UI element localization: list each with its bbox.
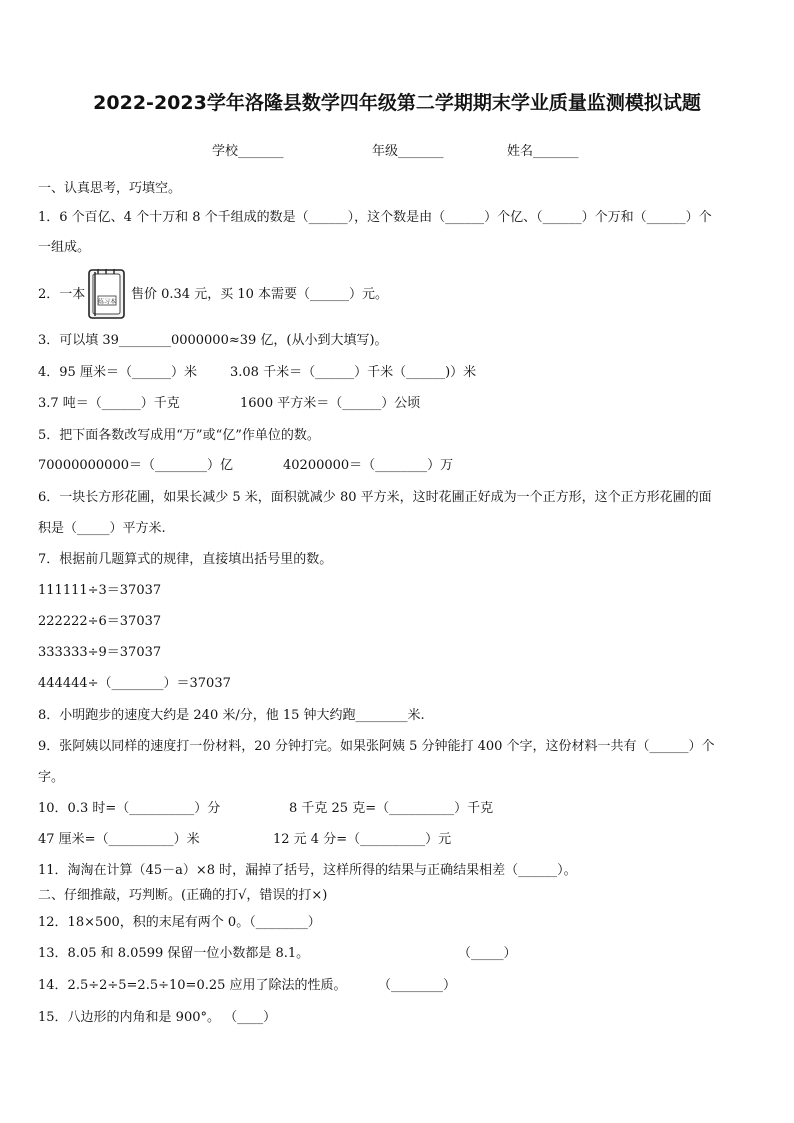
question-7-equation-4: 444444÷（________）＝37037 <box>38 676 231 691</box>
question-13-text: 13．8.05 和 8.0599 保留一位小数都是 8.1。 <box>38 946 310 961</box>
question-3: 3．可以填 39________0000000≈39 亿，(从小到大填写)。 <box>38 333 388 348</box>
notebook-icon <box>86 266 128 322</box>
question-10-part-1: 10．0.3 时=（__________）分 <box>38 801 221 816</box>
question-2-start: 2．一本 <box>38 287 86 302</box>
school-field: 学校_______ <box>212 144 284 159</box>
question-4-part-1: 4．95 厘米＝（______）米 <box>38 365 197 380</box>
question-5-part-2: 40200000＝（________）万 <box>283 458 454 473</box>
question-6-line-2: 积是（_____）平方米. <box>38 521 166 536</box>
question-4-row-2 <box>38 396 421 412</box>
question-14 <box>38 978 457 994</box>
question-2-end: 售价 0.34 元，买 10 本需要（______）元。 <box>131 287 389 302</box>
question-14-blank: （________） <box>378 978 457 993</box>
question-8: 8．小明跑步的速度大约是 240 米/分，他 15 钟大约跑________米. <box>38 708 425 723</box>
question-10-part-2: 8 千克 25 克=（__________）千克 <box>289 801 494 816</box>
question-4-part-2: 3.08 千米＝（______）千米（______)）米 <box>230 365 477 380</box>
question-9-line-2: 字。 <box>38 770 65 785</box>
question-1-line-2: 一组成。 <box>38 240 91 255</box>
question-4-row-1 <box>38 365 477 381</box>
question-4-part-4: 1600 平方米＝（______）公顷 <box>240 396 421 411</box>
question-10-row-1 <box>38 801 494 817</box>
question-5-part-1: 70000000000＝（________）亿 <box>38 458 233 473</box>
svg-text:练习本: 练习本 <box>97 298 117 306</box>
question-15: 15．八边形的内角和是 900°。 （____） <box>38 1010 277 1025</box>
question-9-line-1: 9．张阿姨以同样的速度打一份材料，20 分钟打完。如果张阿姨 5 分钟能打 400 个字，这份材料一共有（______）个 <box>38 739 715 754</box>
question-10-part-3: 47 厘米=（__________）米 <box>38 832 200 847</box>
question-10-part-4: 12 元 4 分=（__________）元 <box>273 832 452 847</box>
question-13-blank: （_____） <box>458 946 517 961</box>
question-6-line-1: 6．一块长方形花圃，如果长减少 5 米，面积就减少 80 平方米，这时花圃正好成为一个正方形，这个正方形花圃的面 <box>38 490 712 505</box>
question-7: 7．根据前几题算式的规律，直接填出括号里的数。 <box>38 552 333 567</box>
section-2-heading: 二、仔细推敲，巧判断。(正确的打√，错误的打×) <box>38 888 328 903</box>
grade-field: 年级_______ <box>372 144 444 159</box>
question-7-equation-2: 222222÷6＝37037 <box>38 614 162 629</box>
section-1-heading: 一、认真思考，巧填空。 <box>38 181 182 196</box>
name-field: 姓名_______ <box>507 144 579 159</box>
question-4-part-3: 3.7 吨＝（______）千克 <box>38 396 180 411</box>
question-13 <box>38 946 517 962</box>
question-5-row <box>38 458 454 474</box>
exam-title: 2022-2023学年洛隆县数学四年级第二学期期末学业质量监测模拟试题 <box>93 92 701 114</box>
question-14-text: 14．2.5÷2÷5=2.5÷10=0.25 应用了除法的性质。 <box>38 978 347 993</box>
question-5: 5．把下面各数改写成用“万”或“亿”作单位的数。 <box>38 428 320 443</box>
question-12: 12．18×500，积的末尾有两个 0。（________） <box>38 915 321 930</box>
question-7-equation-3: 333333÷9＝37037 <box>38 645 162 660</box>
question-1-line-1: 1．6 个百亿、4 个十万和 8 个千组成的数是（______），这个数是由（______）个亿、（______）个万和（______）个 <box>38 210 712 225</box>
question-11: 11．淘淘在计算（45－a）×8 时，漏掉了括号，这样所得的结果与正确结果相差（______）。 <box>38 863 577 878</box>
question-7-equation-1: 111111÷3＝37037 <box>38 583 162 598</box>
question-10-row-2 <box>38 832 452 848</box>
